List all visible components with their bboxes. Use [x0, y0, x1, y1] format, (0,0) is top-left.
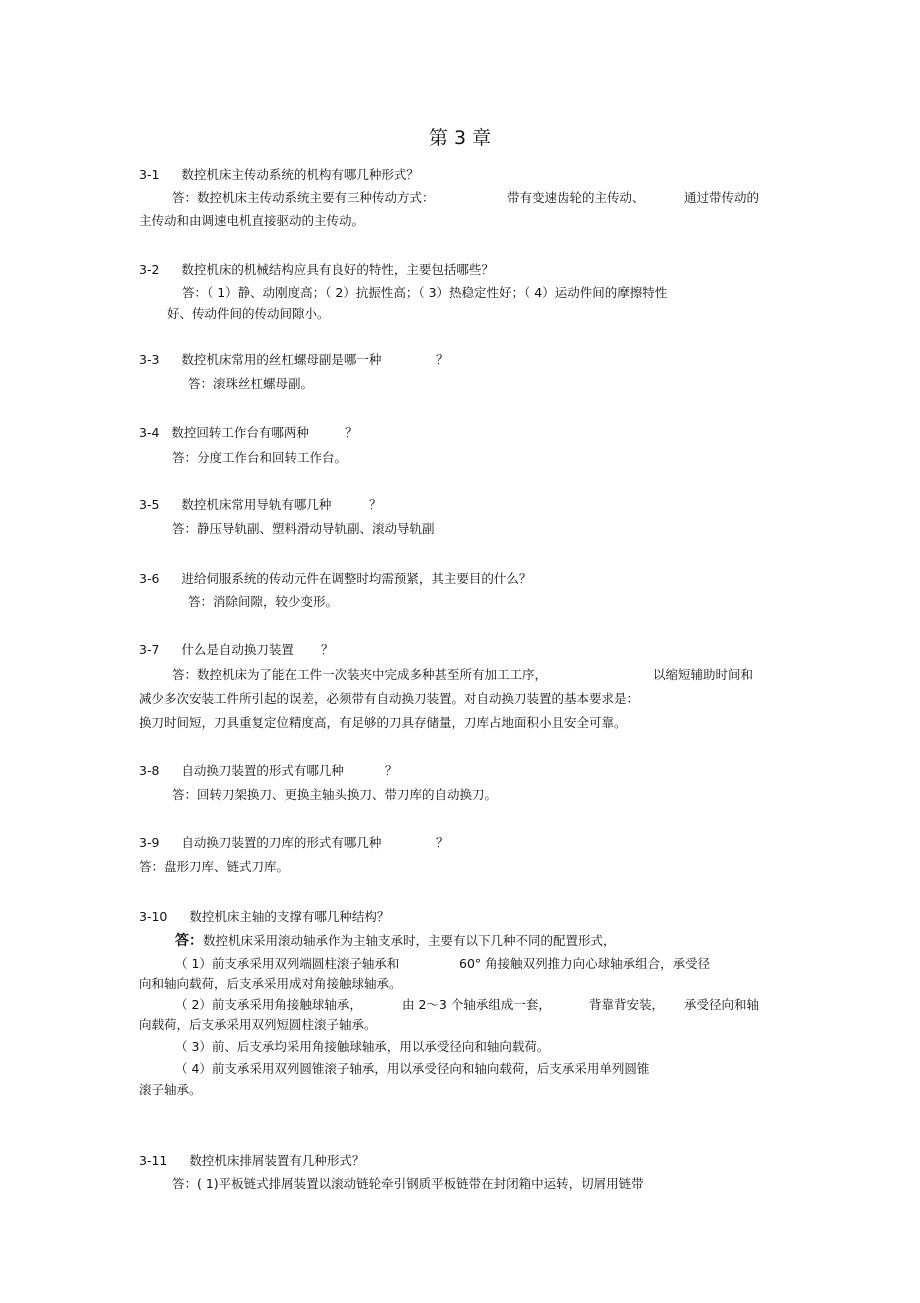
question-mark: ？: [345, 425, 358, 440]
question-mark: ？: [436, 352, 449, 367]
question-3-7: [139, 641, 294, 659]
question-text: 数控机床的机械结构应具有良好的特性，主要包括哪些？: [181, 262, 494, 277]
answer-line: 向载荷，后支承采用双列短圆柱滚子轴承。: [139, 1017, 377, 1032]
chapter-title: 第 3 章: [428, 127, 492, 149]
answer-line: 答：数控机床为了能在工件一次装夹中完成多种甚至所有加工工序，: [172, 667, 548, 682]
question-text: 自动换刀装置的刀库的形式有哪几种: [181, 835, 382, 850]
question-text: 数控机床主轴的支撑有哪几种结构？: [189, 909, 390, 924]
question-3-2: [139, 261, 494, 279]
answer-line: 答：数控机床主传动系统主要有三种传动方式：: [172, 190, 435, 205]
question-number: 3-10: [139, 909, 168, 924]
answer-line: 答：消除间隙，较少变形。: [188, 594, 339, 609]
question-mark: ？: [385, 763, 398, 778]
question-number: 3-11: [139, 1153, 168, 1168]
answer-line: （ 2）前支承采用角接触球轴承，: [175, 997, 362, 1012]
answer-line: 60° 角接触双列推力向心球轴承组合，承受径: [459, 956, 711, 971]
answer-line: 带有变速齿轮的主传动、: [507, 190, 645, 205]
question-number: 3-3: [139, 352, 160, 367]
question-mark: ？: [369, 497, 382, 512]
question-text: 进给伺服系统的传动元件在调整时均需预紧，其主要目的什么？: [181, 571, 532, 586]
question-text: 数控机床常用导轨有哪几种: [181, 497, 332, 512]
answer-line: 减少多次安装工件所引起的误差，必须带有自动换刀装置。对自动换刀装置的基本要求是：: [139, 691, 640, 706]
answer-line: 承受径向和轴: [684, 997, 760, 1012]
question-text: 什么是自动换刀装置: [181, 642, 294, 657]
question-3-9: [139, 834, 381, 852]
question-text: 自动换刀装置的形式有哪几种: [181, 763, 344, 778]
question-3-3: [139, 351, 381, 369]
answer-line: 好、传动件间的传动间隙小。: [167, 306, 330, 321]
answer-line: 向和轴向载荷，后支承采用成对角接触球轴承。: [139, 976, 402, 991]
question-number: 3-4: [139, 425, 160, 440]
question-text: 数控回转工作台有哪两种: [171, 425, 309, 440]
question-number: 3-5: [139, 497, 160, 512]
answer-line: 通过带传动的: [684, 190, 760, 205]
question-3-10: [139, 908, 389, 926]
question-3-1: [139, 166, 419, 184]
question-text: 数控机床常用的丝杠螺母副是哪一种: [181, 352, 382, 367]
answer-line: 答：静压导轨副、塑料滑动导轨副、滚动导轨副: [172, 521, 435, 536]
question-mark: ？: [321, 642, 334, 657]
answer-line: 答：盘形刀库、链式刀库。: [139, 859, 290, 874]
answer-text: 数控机床采用滚动轴承作为主轴支承时，主要有以下几种不同的配置形式，: [203, 933, 616, 948]
answer-line: 滚子轴承。: [139, 1082, 202, 1097]
answer-line: 换刀时间短，刀具重复定位精度高，有足够的刀具存储量，刀库占地面积小且安全可靠。: [139, 715, 627, 730]
answer-line: 由 2～3 个轴承组成一套，: [402, 997, 551, 1012]
question-mark: ？: [436, 835, 449, 850]
answer-line: 答：分度工作台和回转工作台。: [172, 450, 348, 465]
answer-line: （ 4）前支承采用双列圆锥滚子轴承，用以承受径向和轴向载荷，后支承采用单列圆锥: [175, 1061, 650, 1076]
answer-line: 答：回转刀架换刀、更换主轴头换刀、带刀库的自动换刀。: [172, 787, 498, 802]
question-text: 数控机床排屑装置有几种形式？: [189, 1153, 365, 1168]
answer-line: 背靠背安装，: [589, 997, 665, 1012]
question-3-5: [139, 496, 331, 514]
answer-line: （ 3）前、后支承均采用角接触球轴承，用以承受径向和轴向载荷。: [175, 1039, 550, 1054]
answer-line: 答：（ 1）静、动刚度高；（ 2）抗振性高；（ 3）热稳定性好；（ 4）运动件间的摩擦特性: [182, 285, 668, 300]
answer-line: （ 1）前支承采用双列端圆柱滚子轴承和: [175, 956, 400, 971]
question-number: 3-9: [139, 835, 160, 850]
question-text: 数控机床主传动系统的机构有哪几种形式？: [181, 167, 419, 182]
question-number: 3-6: [139, 571, 160, 586]
answer-line: 答：( 1)平板链式排屑装置以滚动链轮牵引钢质平板链带在封闭箱中运转，切屑用链带: [172, 1176, 644, 1191]
question-3-4: [139, 424, 309, 442]
answer-line: 以缩短辅助时间和: [653, 667, 754, 682]
answer-line: 主传动和由调速电机直接驱动的主传动。: [139, 213, 365, 228]
question-number: 3-2: [139, 262, 160, 277]
question-number: 3-7: [139, 642, 160, 657]
answer-line: [175, 932, 616, 950]
answer-line: 答：滚珠丝杠螺母副。: [188, 376, 314, 391]
question-number: 3-8: [139, 763, 160, 778]
answer-label: 答：: [175, 933, 203, 949]
question-3-8: [139, 762, 344, 780]
question-3-11: [139, 1152, 364, 1170]
question-number: 3-1: [139, 167, 160, 182]
question-3-6: [139, 570, 531, 588]
